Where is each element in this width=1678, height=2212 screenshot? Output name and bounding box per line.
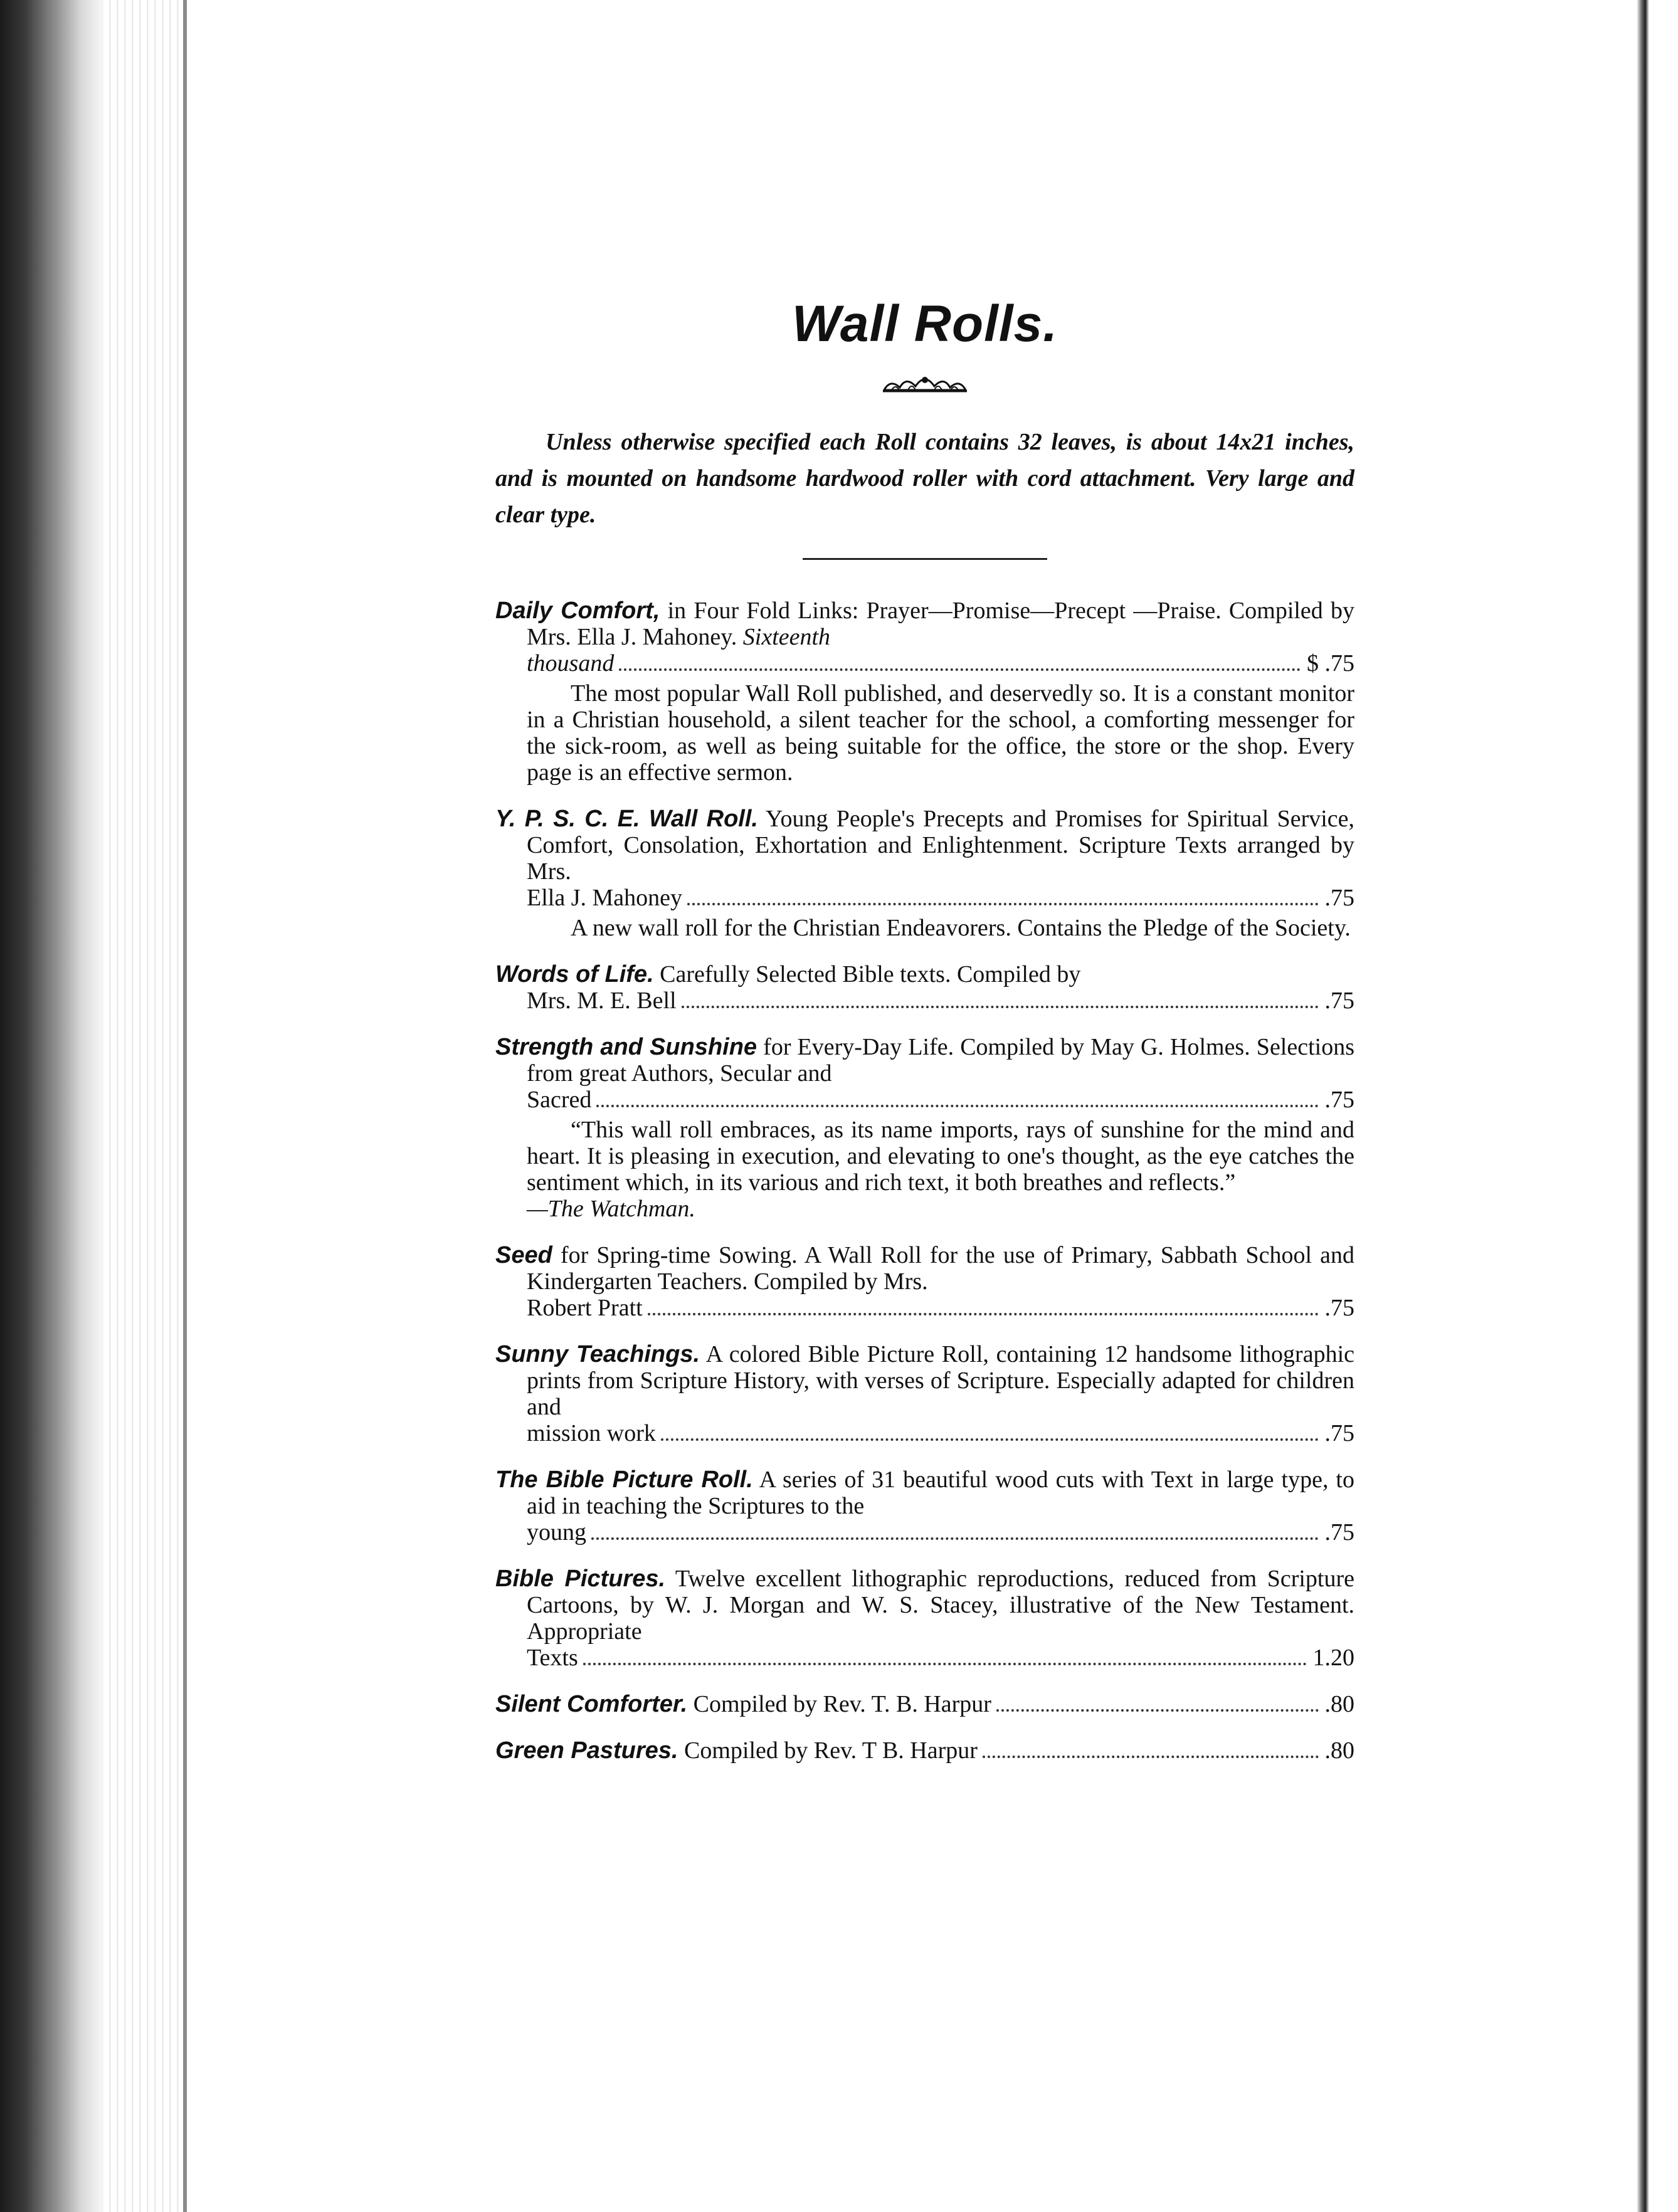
- entry-price-line: [495, 1691, 1354, 1717]
- entry-price-line: [495, 1737, 1354, 1764]
- entry-title: Strength and Sunshine: [495, 1034, 757, 1060]
- entry-description: [495, 961, 1354, 988]
- list-item: [495, 1467, 1354, 1546]
- list-item: [495, 1566, 1354, 1671]
- entry-desc: Young People's Precepts and Promises for Spiritual Service, Comfort, Consolation, Exhortation and Enlightenment. Scripture Texts arranged by Mrs.: [527, 806, 1355, 885]
- entry-note: “This wall roll embraces, as its name imports, rays of sunshine for the mind and heart. It is pleasing in execution, and elevating to one's thought, as the eye catches the sentiment which, in its various and rich text, it both breathes and reflects.”: [527, 1117, 1354, 1196]
- entry-title: Green Pastures.: [495, 1737, 678, 1764]
- entry-desc: for Every-Day Life. Compiled by May G. Holmes. Selections from great Authors, Secular and: [527, 1034, 1355, 1087]
- entry-tail: thousand: [527, 650, 615, 677]
- entry-tail: Mrs. M. E. Bell: [527, 988, 677, 1014]
- entry-tail: Texts: [527, 1645, 578, 1671]
- leader-dots: [648, 1313, 1319, 1315]
- entry-price: .75: [1324, 1295, 1354, 1321]
- entry-price: .75: [1324, 988, 1354, 1014]
- entry-tail: young: [527, 1519, 586, 1546]
- list-item: [495, 806, 1354, 941]
- entry-compiler: Compiled by Rev. T. B. Harpur: [687, 1691, 991, 1717]
- entry-desc: A colored Bible Picture Roll, containing 12 handsome lithographic prints from Scripture History, with verses of Scripture. Especially adapted for children and: [527, 1341, 1354, 1420]
- list-item: [495, 1242, 1354, 1321]
- list-item: [495, 1691, 1354, 1717]
- entry-title: The Bible Picture Roll.: [495, 1467, 753, 1493]
- entry-title: Daily Comfort,: [495, 598, 660, 624]
- entry-price-line: [495, 988, 1354, 1014]
- entry-price-line: [495, 1420, 1354, 1446]
- entry-price-line: [495, 1519, 1354, 1546]
- entry-price: .80: [1324, 1691, 1354, 1717]
- page-stack-edge: [103, 0, 185, 2212]
- entry-note: A new wall roll for the Christian Endeavorers. Contains the Pledge of the Society.: [571, 915, 1351, 941]
- page-title: Wall Rolls.: [791, 295, 1058, 352]
- entry-title: Y. P. S. C. E. Wall Roll.: [495, 806, 758, 832]
- entry-tail: mission work: [527, 1420, 656, 1446]
- ornament-icon: [878, 371, 972, 399]
- entry-price: .75: [1324, 1519, 1354, 1546]
- entry-description: [495, 1341, 1354, 1420]
- intro-text: Unless otherwise specified each Roll contains 32 leaves, is about 14x21 inches, and is mounted on handsome hardwood roller with cord attachment. Very large and clear type.: [495, 429, 1354, 528]
- entry-description: [495, 1034, 1354, 1087]
- list-item: [495, 1034, 1354, 1222]
- entry-price: $ .75: [1307, 650, 1354, 677]
- entry-price: .75: [1324, 885, 1354, 911]
- entry-description: [495, 1467, 1354, 1519]
- entry-price: .75: [1324, 1420, 1354, 1446]
- entry-title: Sunny Teachings.: [495, 1341, 700, 1367]
- page-content: [495, 295, 1354, 1784]
- leader-dots: [591, 1537, 1319, 1540]
- leader-dots: [983, 1756, 1319, 1758]
- entry-description: [495, 1242, 1354, 1295]
- leader-dots: [687, 903, 1318, 905]
- entry-price-line: [495, 1645, 1354, 1671]
- leader-dots: [583, 1663, 1307, 1665]
- scan-edge-right: [1637, 0, 1678, 2212]
- binding-fold: [183, 0, 187, 2212]
- list-item: [495, 598, 1354, 786]
- entry-price: .80: [1324, 1737, 1354, 1764]
- leader-dots: [996, 1709, 1319, 1712]
- leader-dots: [619, 668, 1301, 671]
- entry-title: Seed: [495, 1242, 552, 1268]
- catalog-list: [495, 598, 1354, 1764]
- entry-price-line: [495, 1087, 1354, 1113]
- divider-rule: [803, 558, 1047, 560]
- entry-desc: in Four Fold Links: Prayer—Promise—Precept —Praise. Compiled by Mrs. Ella J. Mahoney.: [527, 598, 1354, 650]
- entry-note: The most popular Wall Roll published, and deservedly so. It is a constant monitor in a Christian household, a silent teacher for the school, a comforting messenger for the sick-room, as well as being suitable for the office, the store or the shop. Every page is an effective sermon.: [527, 680, 1354, 786]
- entry-desc: for Spring-time Sowing. A Wall Roll for the use of Primary, Sabbath School and Kindergarten Teachers. Compiled by Mrs.: [527, 1242, 1354, 1295]
- scan-edge-left: [0, 0, 103, 2212]
- entry-desc: Twelve excellent lithographic reproductions, reduced from Scripture Cartoons, by W. J. Morgan and W. S. Stacey, illustrative of the New Testament. Appropriate: [527, 1566, 1354, 1645]
- leader-dots: [596, 1105, 1318, 1107]
- entry-desc: Carefully Selected Bible texts. Compiled by: [653, 961, 1081, 988]
- entry-price: 1.20: [1312, 1645, 1354, 1671]
- entry-price: .75: [1324, 1087, 1354, 1113]
- entry-price-line: [495, 885, 1354, 911]
- entry-citation: —The Watchman.: [527, 1196, 695, 1222]
- list-item: [495, 961, 1354, 1014]
- entry-description: [495, 1566, 1354, 1645]
- entry-tail: Ella J. Mahoney: [527, 885, 683, 911]
- entry-compiler: Compiled by Rev. T B. Harpur: [678, 1737, 978, 1764]
- leader-dots: [682, 1006, 1319, 1008]
- entry-description: [495, 806, 1354, 885]
- list-item: [495, 1737, 1354, 1764]
- entry-title: Silent Comforter.: [495, 1691, 688, 1717]
- entry-price-line: [495, 1295, 1354, 1321]
- entry-tail: Sacred: [527, 1087, 592, 1113]
- entry-desc-italic: Sixteenth: [742, 624, 831, 650]
- list-item: [495, 1341, 1354, 1446]
- entry-title: Bible Pictures.: [495, 1566, 666, 1592]
- leader-dots: [661, 1438, 1319, 1441]
- entry-desc: A series of 31 beautiful wood cuts with Text in large type, to aid in teaching the Scriptures to the: [527, 1467, 1354, 1519]
- entry-price-line: [495, 650, 1354, 677]
- entry-description: [495, 598, 1354, 650]
- entry-tail: Robert Pratt: [527, 1295, 643, 1321]
- entry-title: Words of Life.: [495, 961, 654, 988]
